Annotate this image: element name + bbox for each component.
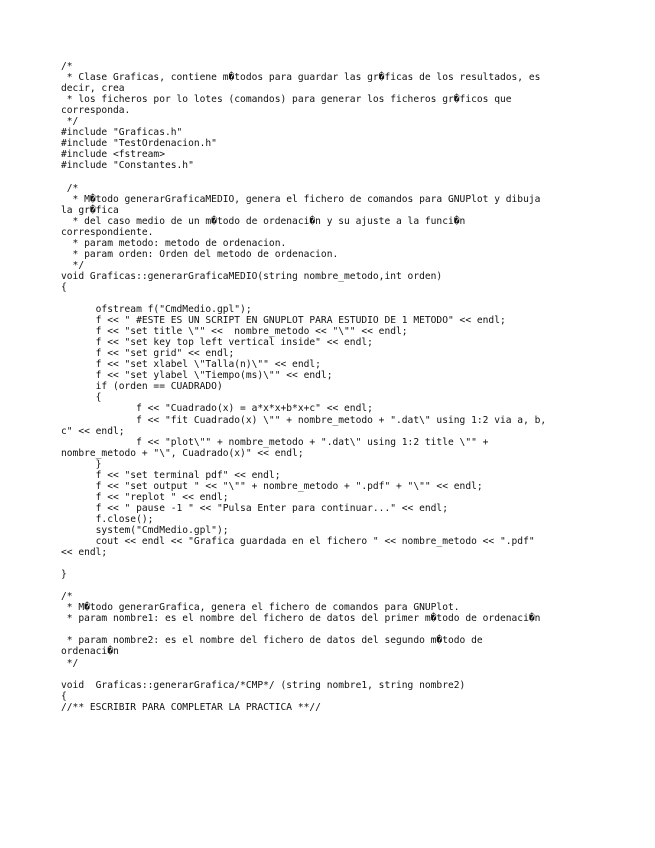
code-line: #include "Constantes.h" (61, 160, 194, 172)
code-line: f << "set ylabel \"Tiempo(ms)\"" << endl; (61, 370, 333, 382)
code-line: */ (61, 259, 85, 271)
code-line: f << "set title \"" << nombre_metodo << "\"" << endl; (61, 326, 408, 338)
code-line: * param nombre1: es el nombre del fichero de datos del primer m�todo de ordenaci�n (61, 613, 541, 625)
code-line: * M�todo generarGraficaMEDIO, genera el fichero de comandos para GNUPlot y dibuja (61, 193, 541, 205)
code-line: f << "set terminal pdf" << endl; (61, 469, 281, 481)
code-line: f << "set grid" << endl; (61, 348, 235, 360)
code-line (61, 669, 621, 680)
code-line: } (61, 569, 67, 581)
code-line: { (61, 392, 102, 404)
code-line: if (orden == CUADRADO) (61, 381, 223, 393)
code-line: f << "set key top left vertical inside" << endl; (61, 337, 373, 349)
code-line: /* (61, 591, 73, 603)
code-line: f << "plot\"" + nombre_metodo + ".dat\" using 1:2 title \"" + (61, 436, 489, 448)
code-line: f << "Cuadrado(x) = a*x*x+b*x+c" << endl; (61, 403, 373, 415)
code-line: correspondiente. (61, 226, 154, 238)
code-line: la gr�fica (61, 204, 119, 216)
code-line: { (61, 690, 67, 702)
code-line: nombre_metodo + "\", Cuadrado(x)" << endl; (61, 447, 304, 459)
code-line (61, 558, 621, 569)
code-line: ordenaci�n (61, 646, 119, 658)
code-line: system("CmdMedio.gpl"); (61, 524, 229, 536)
code-line: * los ficheros por lo lotes (comandos) para generar los ficheros gr�ficos que (61, 94, 512, 106)
code-line: void Graficas::generarGrafica/*CMP*/ (string nombre1, string nombre2) (61, 679, 466, 691)
code-line: * Clase Graficas, contiene m�todos para guardar las gr�ficas de los resultados, es (61, 72, 541, 84)
code-line (61, 293, 621, 304)
code-line: << endl; (61, 547, 108, 559)
source-code-listing (61, 61, 621, 713)
code-line: { (61, 281, 67, 293)
code-line: corresponda. (61, 105, 131, 117)
code-line: void Graficas::generarGraficaMEDIO(string nombre_metodo,int orden) (61, 270, 443, 282)
code-line: f << "set xlabel \"Talla(n)\"" << endl; (61, 359, 321, 371)
code-line: */ (61, 657, 79, 669)
code-line: #include <fstream> (61, 149, 165, 161)
code-line: #include "TestOrdenacion.h" (61, 138, 217, 150)
code-line: */ (61, 116, 79, 128)
code-line: decir, crea (61, 83, 125, 95)
code-line: f.close(); (61, 513, 154, 525)
code-line (61, 580, 621, 591)
code-line: } (61, 458, 102, 470)
code-line: f << "fit Cuadrado(x) \"" + nombre_metodo + ".dat\" using 1:2 via a, b, (61, 414, 547, 426)
code-line: * param orden: Orden del metodo de ordenacion. (61, 248, 339, 260)
code-line (61, 624, 621, 635)
code-line: #include "Graficas.h" (61, 127, 183, 139)
code-line: c" << endl; (61, 425, 125, 437)
code-line: f << " pause -1 " << "Pulsa Enter para continuar..." << endl; (61, 502, 448, 514)
code-line: ofstream f("CmdMedio.gpl"); (61, 304, 252, 316)
code-line: * param nombre2: es el nombre del fichero de datos del segundo m�todo de (61, 635, 483, 647)
code-line: //** ESCRIBIR PARA COMPLETAR LA PRACTICA **// (61, 701, 321, 713)
code-line: * param metodo: metodo de ordenacion. (61, 237, 287, 249)
code-line: f << "set output " << "\"" + nombre_metodo + ".pdf" + "\"" << endl; (61, 480, 483, 492)
code-line: f << "replot " << endl; (61, 491, 229, 503)
code-line: * M�todo generarGrafica, genera el fichero de comandos para GNUPlot. (61, 602, 460, 614)
code-line: /* (61, 182, 79, 194)
code-line: f << " #ESTE ES UN SCRIPT EN GNUPLOT PARA ESTUDIO DE 1 METODO" << endl; (61, 315, 506, 327)
code-line: cout << endl << "Grafica guardada en el fichero " << nombre_metodo << ".pdf" (61, 536, 535, 548)
code-line (61, 171, 621, 182)
code-line: /* (61, 61, 73, 72)
code-line: * del caso medio de un m�todo de ordenaci�n y su ajuste a la funci�n (61, 215, 466, 227)
